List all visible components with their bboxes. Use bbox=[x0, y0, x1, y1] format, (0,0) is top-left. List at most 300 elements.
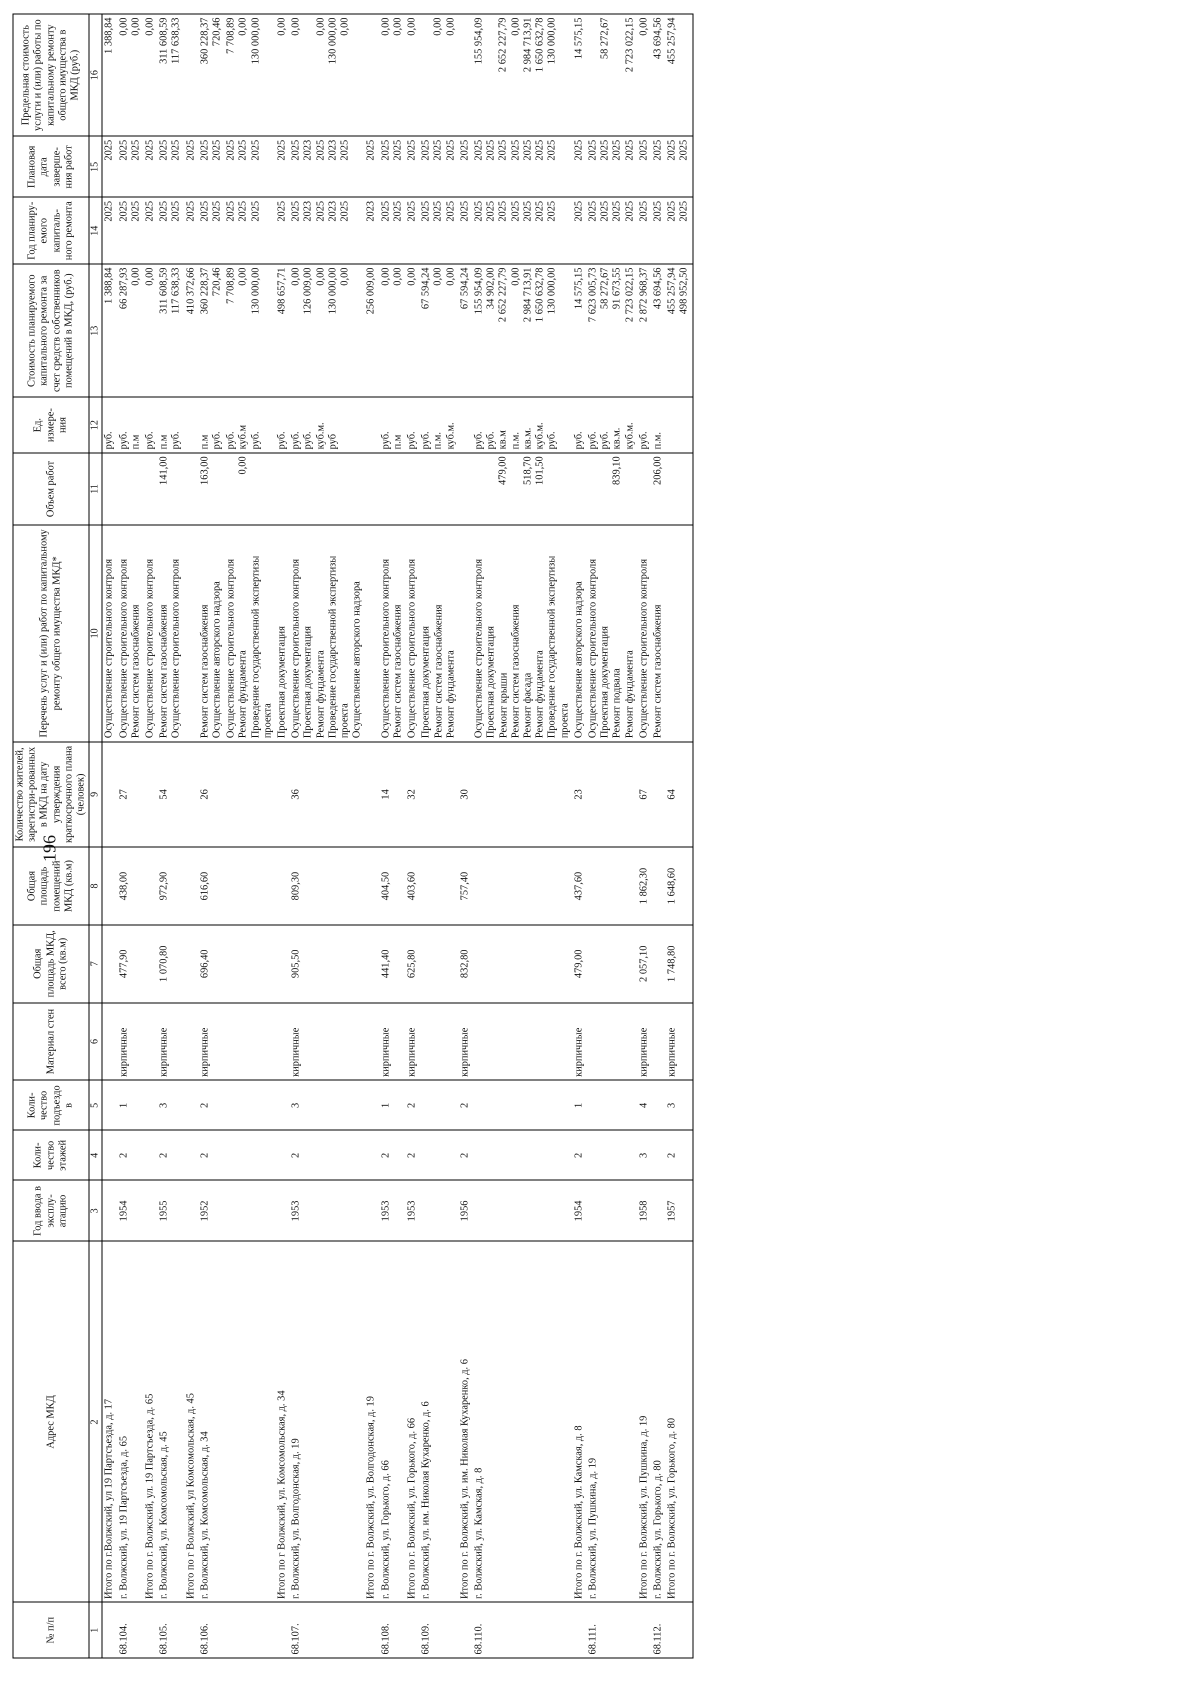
cell-c3: 1953 bbox=[290, 1180, 365, 1241]
cell-line: 2025 bbox=[315, 200, 327, 222]
cell-line: 0,00 bbox=[392, 17, 404, 36]
cell-line: п.м. bbox=[432, 432, 444, 450]
cell-c1 bbox=[184, 1602, 198, 1658]
cell-line: п.м bbox=[199, 434, 211, 450]
cell-line: 311 608,59 bbox=[158, 17, 170, 64]
cell-line: руб. bbox=[225, 431, 237, 450]
cell-line: Итого по г. Волжский, ул. Пушкина, д. 19 bbox=[638, 1415, 650, 1599]
cell-c1 bbox=[572, 1602, 586, 1658]
cell-c8: 438,00 bbox=[117, 847, 143, 925]
cell-c3: 1953 bbox=[379, 1180, 405, 1241]
cell-c16 bbox=[473, 14, 573, 136]
cell-c7: 477,90 bbox=[117, 925, 143, 1003]
cell-line bbox=[171, 456, 183, 521]
cell-c7 bbox=[365, 925, 379, 1003]
cell-c11 bbox=[184, 453, 198, 525]
cell-line bbox=[185, 18, 197, 133]
cell-c8: 437,60 bbox=[572, 847, 586, 925]
cell-c4 bbox=[102, 1130, 117, 1180]
cell-line: 2025 bbox=[546, 139, 558, 161]
cell-line: Проектная документация bbox=[420, 626, 432, 739]
cell-line: 2025 bbox=[339, 200, 351, 222]
cell-line: 0,00 bbox=[432, 267, 444, 286]
cell-line: 206,00 bbox=[652, 456, 664, 485]
cell-c2 bbox=[666, 1241, 693, 1602]
cell-line: 839,10 bbox=[611, 456, 623, 485]
cell-c1: 68.107. bbox=[290, 1602, 365, 1658]
cell-c4: 2 bbox=[458, 1130, 472, 1180]
cell-line: 2025 bbox=[420, 139, 432, 161]
cell-line: 498 657,71 bbox=[276, 267, 288, 315]
cell-line: 2025 bbox=[380, 139, 392, 161]
cell-line: 2025 bbox=[276, 200, 288, 222]
cell-line: 91 673,55 bbox=[611, 267, 623, 310]
cell-line: 2025 bbox=[573, 200, 585, 222]
cell-c7 bbox=[473, 925, 573, 1003]
cell-c12 bbox=[458, 397, 472, 453]
cell-c16 bbox=[102, 14, 117, 136]
table-row bbox=[406, 14, 420, 1658]
cell-c10 bbox=[651, 525, 665, 742]
cell-c14 bbox=[290, 197, 365, 264]
cell-c3 bbox=[420, 1180, 459, 1241]
cell-line: 2025 bbox=[534, 200, 546, 222]
cell-line: 2025 bbox=[170, 200, 182, 222]
cell-c12 bbox=[198, 397, 224, 453]
cell-line bbox=[315, 456, 327, 521]
cell-c6 bbox=[651, 1003, 665, 1081]
cell-line bbox=[624, 456, 636, 521]
cell-line: 2 984 713,91 bbox=[522, 17, 534, 73]
cell-c7 bbox=[144, 925, 158, 1003]
cell-line bbox=[547, 456, 559, 521]
cell-line: руб bbox=[327, 433, 339, 450]
cell-line: 2025 bbox=[199, 139, 211, 161]
cell-c10 bbox=[158, 525, 184, 742]
cell-c5 bbox=[365, 1080, 379, 1130]
cell-line: 2025 bbox=[103, 139, 115, 161]
cell-line: 0,00 bbox=[339, 267, 351, 286]
cell-c2 bbox=[637, 1241, 651, 1602]
cell-line: Ремонт систем газоснабжения bbox=[130, 604, 142, 739]
cell-line: 0,00 bbox=[445, 267, 457, 286]
cell-c14 bbox=[379, 197, 405, 264]
cell-line: руб. bbox=[473, 431, 485, 450]
cell-c7: 1 070,80 bbox=[158, 925, 184, 1003]
cell-c9: 14 bbox=[379, 742, 405, 848]
cell-c7: 1 748,80 bbox=[666, 925, 693, 1003]
column-number: 4 bbox=[89, 1130, 102, 1180]
cell-line bbox=[104, 456, 116, 521]
cell-c5: 3 bbox=[290, 1080, 365, 1130]
cell-c16 bbox=[637, 14, 651, 136]
cell-c16 bbox=[572, 14, 586, 136]
cell-line bbox=[445, 456, 457, 521]
cell-line: Ремонт фундамента bbox=[445, 650, 457, 739]
cell-line: 2025 bbox=[587, 139, 599, 161]
cell-c3: 1954 bbox=[572, 1180, 586, 1241]
cell-c9 bbox=[365, 742, 379, 848]
cell-c5: 3 bbox=[158, 1080, 184, 1130]
cell-c11 bbox=[379, 453, 405, 525]
cell-c7: 905,50 bbox=[290, 925, 365, 1003]
cell-line: 2025 bbox=[118, 139, 130, 161]
cell-c2 bbox=[198, 1241, 224, 1602]
cell-c15 bbox=[420, 136, 459, 197]
cell-line: кв.м bbox=[497, 430, 509, 450]
cell-line: руб. bbox=[144, 431, 156, 450]
cell-line: руб. bbox=[638, 431, 650, 450]
cell-c10 bbox=[473, 525, 573, 742]
cell-line bbox=[459, 456, 471, 521]
cell-c1 bbox=[144, 1602, 158, 1658]
cell-c11 bbox=[637, 453, 651, 525]
cell-line bbox=[407, 456, 419, 521]
cell-line bbox=[510, 456, 522, 521]
cell-c15 bbox=[290, 136, 365, 197]
cell-line: 360 228,37 bbox=[199, 267, 211, 315]
cell-line: 455 257,94 bbox=[666, 267, 678, 315]
cell-c13 bbox=[158, 264, 184, 397]
cell-line: 2025 bbox=[534, 139, 546, 161]
cell-line: 2 652 227,79 bbox=[497, 17, 509, 73]
cell-c11 bbox=[365, 453, 379, 525]
cell-c4 bbox=[420, 1130, 459, 1180]
cell-line: Осуществление строительного контроля bbox=[638, 559, 650, 739]
cell-line: 2025 bbox=[459, 200, 471, 222]
cell-line: Осуществление строительного контроля bbox=[380, 559, 392, 739]
cell-c2 bbox=[184, 1241, 198, 1602]
cell-line: 0,00 bbox=[237, 267, 249, 286]
cell-c15 bbox=[225, 136, 276, 197]
cell-line bbox=[459, 401, 471, 450]
cell-line: руб. bbox=[211, 431, 223, 450]
cell-line bbox=[327, 456, 339, 521]
cell-line bbox=[185, 456, 197, 521]
cell-line bbox=[118, 456, 130, 521]
cell-c14 bbox=[572, 197, 586, 264]
cell-line: 2025 bbox=[276, 139, 288, 161]
cell-line: 2025 bbox=[522, 139, 534, 161]
cell-line: 2025 bbox=[130, 200, 142, 222]
cell-line: 0,00 bbox=[130, 17, 142, 36]
cell-c3: 1958 bbox=[637, 1180, 651, 1241]
cell-line: 2025 bbox=[611, 139, 623, 161]
cell-c12 bbox=[420, 397, 459, 453]
cell-line: п.м bbox=[158, 434, 170, 450]
cell-c8: 1 648,60 bbox=[666, 847, 693, 925]
cell-c10 bbox=[637, 525, 651, 742]
cell-line: 2025 bbox=[432, 139, 444, 161]
table-row bbox=[276, 14, 290, 1658]
table-row bbox=[651, 14, 665, 1658]
cell-line bbox=[459, 18, 471, 133]
cell-c14 bbox=[184, 197, 198, 264]
cell-line: Осуществление авторского надзора bbox=[211, 581, 223, 739]
cell-c14 bbox=[420, 197, 459, 264]
cell-line: Итого по г. Волжский, ул. 19 Партсъезда, д. 65 bbox=[144, 1393, 156, 1599]
cell-c14 bbox=[276, 197, 290, 264]
table-row bbox=[473, 14, 573, 1658]
cell-c5 bbox=[102, 1080, 117, 1130]
cell-c13 bbox=[225, 264, 276, 397]
cell-c9 bbox=[473, 742, 573, 848]
cell-c12 bbox=[158, 397, 184, 453]
cell-line bbox=[303, 18, 315, 133]
cell-c13 bbox=[144, 264, 158, 397]
cell-line bbox=[366, 456, 378, 521]
cell-line bbox=[380, 456, 392, 521]
cell-c8 bbox=[365, 847, 379, 925]
cell-c9: 26 bbox=[198, 742, 224, 848]
cell-c15 bbox=[572, 136, 586, 197]
cell-c9: 64 bbox=[666, 742, 693, 848]
cell-line: 518,70 bbox=[522, 456, 534, 485]
column-number: 8 bbox=[89, 847, 102, 925]
cell-c6 bbox=[473, 1003, 573, 1081]
cell-line bbox=[638, 456, 650, 521]
cell-line: 7 623 005,73 bbox=[587, 267, 599, 323]
cell-c8 bbox=[144, 847, 158, 925]
cell-line: 126 009,00 bbox=[302, 267, 314, 315]
cell-line: 2 723 022,15 bbox=[624, 267, 635, 323]
cell-c14 bbox=[158, 197, 184, 264]
cell-line: 311 608,59 bbox=[158, 267, 170, 314]
cell-c14 bbox=[637, 197, 651, 264]
cell-line: руб. bbox=[302, 431, 314, 450]
cell-line: 2025 bbox=[144, 200, 156, 222]
cell-c1 bbox=[666, 1602, 693, 1658]
cell-c13 bbox=[420, 264, 459, 397]
cell-c15 bbox=[198, 136, 224, 197]
cell-c1: 68.112. bbox=[651, 1602, 665, 1658]
cell-c12 bbox=[290, 397, 365, 453]
cell-line: 2025 bbox=[170, 139, 182, 161]
cell-line: п.м bbox=[392, 434, 404, 450]
cell-line bbox=[474, 456, 486, 521]
table-row bbox=[102, 14, 117, 1658]
cell-c4 bbox=[225, 1130, 276, 1180]
cell-line: 2023 bbox=[365, 200, 377, 222]
cell-c2 bbox=[117, 1241, 143, 1602]
cell-line: 0,00 bbox=[510, 17, 522, 36]
cell-line: 1 650 632,78 bbox=[534, 267, 546, 323]
column-number: 9 bbox=[89, 742, 102, 848]
cell-line bbox=[277, 456, 289, 521]
cell-line: 2025 bbox=[497, 139, 509, 161]
cell-line: г. Волжский, ул. Камская, д. 8 bbox=[473, 1467, 485, 1599]
cell-line: 360 228,37 bbox=[199, 17, 211, 65]
cell-line: 0,00 bbox=[237, 456, 249, 475]
cell-line: руб. bbox=[546, 431, 558, 450]
cell-c6 bbox=[365, 1003, 379, 1081]
cell-line: Проведение государственной экспертизы проекта bbox=[250, 555, 274, 739]
cell-line: руб. bbox=[118, 431, 130, 450]
cell-line: Ремонт фасада bbox=[522, 672, 534, 739]
cell-c12 bbox=[473, 397, 573, 453]
column-header: Коли-чество этажей bbox=[13, 1130, 89, 1180]
cell-line: Ремонт фундамента bbox=[315, 650, 327, 739]
cell-line: 2025 bbox=[290, 139, 302, 161]
cell-line: 117 638,33 bbox=[170, 17, 182, 64]
cell-c2 bbox=[458, 1241, 472, 1602]
cell-line: 130 000,00 bbox=[327, 17, 339, 65]
cell-c1: 68.108. bbox=[379, 1602, 405, 1658]
cell-line: 2025 bbox=[250, 200, 262, 222]
table-row bbox=[379, 14, 405, 1658]
cell-line: 2025 bbox=[666, 139, 678, 161]
cell-c16 bbox=[666, 14, 693, 136]
cell-line: Проектная документация bbox=[599, 626, 611, 739]
column-header: Предельная стоимость услуги и (или) работы по капитальному ремонту общего имущества в МКД (руб.) bbox=[13, 14, 89, 136]
cell-c10 bbox=[586, 525, 637, 742]
column-header: Объем работ bbox=[13, 453, 89, 525]
cell-c11 bbox=[144, 453, 158, 525]
cell-c5: 2 bbox=[458, 1080, 472, 1130]
cell-c1: 68.105. bbox=[158, 1602, 184, 1658]
cell-c4 bbox=[586, 1130, 637, 1180]
cell-line: куб.м. bbox=[315, 422, 327, 450]
cell-c15 bbox=[276, 136, 290, 197]
cell-line bbox=[486, 18, 498, 133]
cell-line: 0,00 bbox=[237, 17, 249, 36]
rotated-table-container bbox=[13, 14, 1093, 1659]
cell-line: 2025 bbox=[497, 200, 509, 222]
cell-line: Ремонт систем газоснабжения bbox=[392, 604, 404, 739]
cell-line: 2025 bbox=[185, 139, 197, 161]
cell-line: Проектная документация bbox=[276, 626, 288, 739]
cell-line: Осуществление авторского надзора bbox=[573, 581, 585, 739]
cell-line: 2025 bbox=[573, 139, 585, 161]
cell-line: 2025 bbox=[652, 139, 664, 161]
cell-c9: 23 bbox=[572, 742, 586, 848]
cell-line bbox=[667, 401, 679, 450]
cell-line: г. Волжский, ул. Горького, д. 66 bbox=[380, 1460, 392, 1599]
cell-c10 bbox=[102, 525, 117, 742]
cell-line: 2 723 022,15 bbox=[624, 17, 635, 73]
cell-c12 bbox=[406, 397, 420, 453]
cell-line: Итого по г. Волжский, ул. Камская, д. 8 bbox=[573, 1425, 585, 1599]
cell-line: 0,00 bbox=[510, 267, 522, 286]
cell-c8 bbox=[276, 847, 290, 925]
cell-line: 256 009,00 bbox=[365, 267, 377, 315]
cell-c3 bbox=[651, 1180, 665, 1241]
cell-line bbox=[130, 456, 142, 521]
cell-c15 bbox=[117, 136, 143, 197]
cell-line: руб. bbox=[290, 431, 302, 450]
cell-c3 bbox=[184, 1180, 198, 1241]
cell-c15 bbox=[637, 136, 651, 197]
table-row bbox=[198, 14, 224, 1658]
cell-line: п.м. bbox=[510, 432, 522, 450]
cell-line: 101,50 bbox=[534, 456, 546, 485]
cell-c13 bbox=[117, 264, 143, 397]
cell-c16 bbox=[198, 14, 224, 136]
cell-line: 2025 bbox=[290, 200, 302, 222]
cell-line: 2025 bbox=[652, 200, 664, 222]
cell-c16 bbox=[420, 14, 459, 136]
cell-c13 bbox=[651, 264, 665, 397]
cell-c9 bbox=[276, 742, 290, 848]
cell-line: руб. bbox=[276, 431, 288, 450]
column-header: № п/п bbox=[13, 1602, 89, 1658]
cell-line: 0,00 bbox=[290, 267, 302, 286]
cell-line: 2025 bbox=[624, 139, 635, 161]
cell-c12 bbox=[572, 397, 586, 453]
cell-line: руб. bbox=[420, 431, 432, 450]
cell-line: 2025 bbox=[522, 200, 534, 222]
cell-c8: 404,50 bbox=[379, 847, 405, 925]
cell-c8 bbox=[184, 847, 198, 925]
cell-c6 bbox=[276, 1003, 290, 1081]
cell-line: руб. bbox=[587, 431, 599, 450]
cell-c15 bbox=[586, 136, 637, 197]
cell-line: 0,00 bbox=[406, 17, 418, 36]
cell-line: 0,00 bbox=[290, 17, 302, 36]
cell-c16 bbox=[117, 14, 143, 136]
cell-line: Ремонт систем газоснабжения bbox=[199, 604, 211, 739]
cell-line: 130 000,00 bbox=[250, 17, 262, 65]
cell-c1 bbox=[276, 1602, 290, 1658]
cell-line: руб. bbox=[599, 431, 611, 450]
column-header: Перечень услуг и (или) работ по капитальному ремонту общего имущества МКД* bbox=[13, 525, 89, 742]
cell-c10 bbox=[406, 525, 420, 742]
cell-c5 bbox=[276, 1080, 290, 1130]
cell-line: п.м. bbox=[652, 432, 664, 450]
cell-line: 117 638,33 bbox=[170, 267, 182, 314]
cell-line: 67 594,24 bbox=[420, 267, 432, 310]
cell-line: Итого по г Волжский, ул. Комсомольская, д. 34 bbox=[276, 1390, 288, 1599]
cell-line: г. Волжский, ул. Комсомольская, д. 34 bbox=[199, 1431, 211, 1599]
cell-c8 bbox=[225, 847, 276, 925]
cell-c7: 696,40 bbox=[198, 925, 224, 1003]
page-number: 196 bbox=[39, 835, 60, 862]
cell-line: Ремонт систем газоснабжения bbox=[652, 604, 664, 739]
column-number: 1 bbox=[89, 1602, 102, 1658]
cell-line: 130 000,00 bbox=[327, 267, 339, 315]
cell-line: Итого по г. Волжский, ул. Волгодонская, д. 19 bbox=[365, 1396, 377, 1599]
cell-c8: 616,60 bbox=[198, 847, 224, 925]
cell-c4: 2 bbox=[572, 1130, 586, 1180]
cell-line: 2025 bbox=[365, 139, 377, 161]
column-header: Год ввода в эксплу-атацию bbox=[13, 1180, 89, 1241]
cell-line: 2025 bbox=[103, 200, 115, 222]
cell-c7 bbox=[184, 925, 198, 1003]
cell-c11 bbox=[420, 453, 459, 525]
cell-c16 bbox=[406, 14, 420, 136]
table-row bbox=[144, 14, 158, 1658]
cell-line: руб. bbox=[250, 431, 262, 450]
cell-c15 bbox=[651, 136, 665, 197]
cell-c6 bbox=[144, 1003, 158, 1081]
cell-line: 2025 bbox=[237, 200, 249, 222]
column-number: 3 bbox=[89, 1180, 102, 1241]
cell-c8 bbox=[651, 847, 665, 925]
cell-c8 bbox=[586, 847, 637, 925]
cell-c4: 3 bbox=[637, 1130, 651, 1180]
cell-line: 720,46 bbox=[211, 17, 223, 47]
cell-line: Проведение государственной экспертизы проекта bbox=[327, 555, 351, 739]
cell-line: 2025 bbox=[638, 139, 650, 161]
cell-c12 bbox=[379, 397, 405, 453]
column-number: 11 bbox=[89, 453, 102, 525]
cell-c9 bbox=[651, 742, 665, 848]
cell-c2 bbox=[365, 1241, 379, 1602]
cell-c3 bbox=[586, 1180, 637, 1241]
cell-c2 bbox=[225, 1241, 276, 1602]
cell-c7 bbox=[651, 925, 665, 1003]
cell-line bbox=[433, 456, 445, 521]
